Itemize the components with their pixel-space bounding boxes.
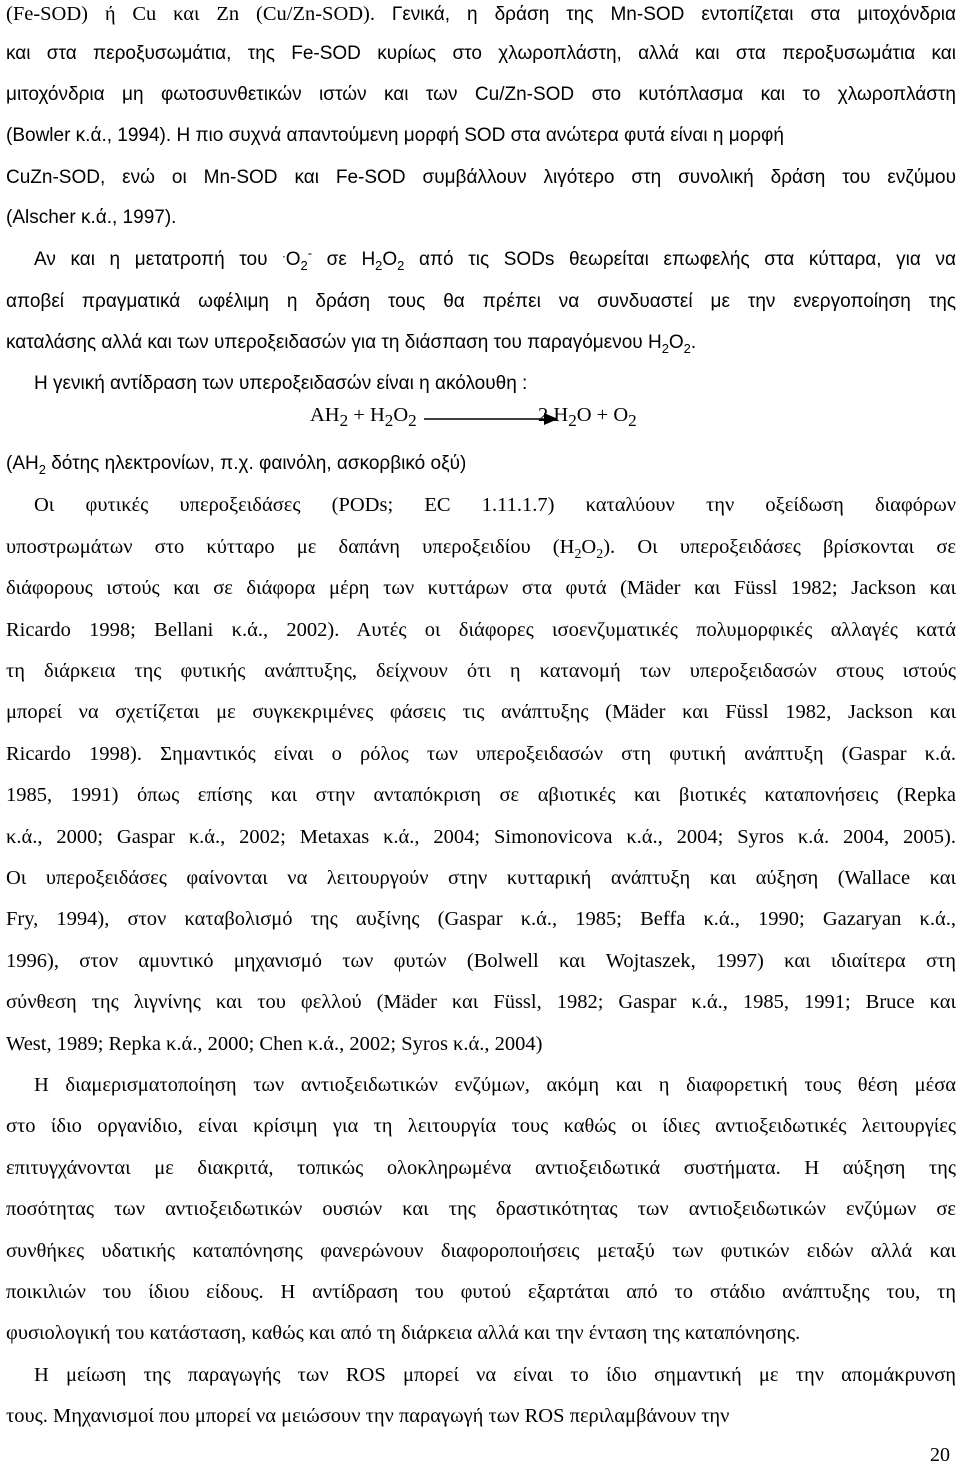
text-line <box>6 949 956 975</box>
text-run: O <box>581 536 597 558</box>
text-line <box>6 866 956 892</box>
text-line <box>6 206 956 232</box>
text-run: 1985, 1991) όπως επίσης και στην ανταπόκριση σε αβιοτικές και βιοτικές καταπονήσεις (Repka <box>6 784 956 806</box>
text-run: σύνθεση της λιγνίνης και του φελλού (Mäder και Füssl, 1982; Gaspar κ.ά., 1985, 1991; Bruce και <box>6 991 956 1013</box>
text-run: (Alscher κ.ά., 1997). <box>6 207 177 228</box>
text-run: τους. Μηχανισμοί που μπορεί να μειώσουν την παραγωγή των ROS περιλαμβάνουν την <box>6 1405 730 1427</box>
superscript: . <box>282 245 286 261</box>
text-run: φυσιολογική του κατάσταση, καθώς και από τη διάρκεια αλλά και την ένταση της καταπόνησης. <box>6 1322 801 1344</box>
text-run: (AH <box>6 453 39 474</box>
subscript: 2 <box>574 547 582 563</box>
text-run: (Bowler κ.ά., 1994). <box>6 125 177 146</box>
text-run: Η γενική αντίδραση των υπεροξειδασών είναι η ακόλουθη : <box>34 373 528 394</box>
text-run: ποσότητας των αντιοξειδωτικών ουσιών και της δραστικότητας των αντιοξειδωτικών ενζύμων σε <box>6 1198 956 1220</box>
text-line <box>6 331 956 357</box>
reaction-equation <box>310 404 690 434</box>
superscript: - <box>307 245 312 261</box>
text-run: Fry, 1994), στον καταβολισμό της αυξίνης (Gaspar κ.ά., 1985; Beffa κ.ά., 1990; Gazaryan κ.ά., <box>6 908 956 930</box>
text-run: δότης ηλεκτρονίων, π.χ. φαινόλη, ασκορβικό οξύ) <box>45 453 467 474</box>
text-line <box>6 2 956 28</box>
text-line <box>6 42 956 68</box>
text-line <box>6 907 956 933</box>
text-run: CuZn-SOD, ενώ οι Mn-SOD και Fe-SOD συμβάλλουν λιγότερο στη συνολική δράση του ενζύμου <box>6 167 956 188</box>
text-line <box>6 1073 956 1099</box>
subscript: 2 <box>628 411 637 431</box>
text-line <box>6 576 956 602</box>
text-run: 2 H <box>538 404 569 426</box>
text-line <box>6 1280 956 1306</box>
text-line <box>6 535 956 561</box>
subscript: 2 <box>661 340 669 356</box>
text-line <box>6 659 956 685</box>
equation-products <box>538 404 637 431</box>
subscript: 2 <box>408 411 417 431</box>
text-line <box>6 1114 956 1140</box>
text-run: καταλάσης αλλά και των υπεροξειδασών για τη διάσπαση του παραγόμενου H <box>6 332 662 353</box>
subscript: 2 <box>384 411 394 431</box>
text-run: σε H <box>312 249 376 270</box>
text-line <box>6 742 956 768</box>
text-run: ποικιλιών του ίδιου είδους. Η αντίδραση του φυτού εξαρτάται από το στάδιο ανάπτυξης του, τη <box>6 1281 956 1303</box>
text-line <box>6 825 956 851</box>
text-run: συνθήκες υδατικής καταπόνησης φανερώνουν διαφοροποιήσεις μεταξύ των φυτικών ειδών αλλά και <box>6 1240 956 1262</box>
text-run: 1996), στον αμυντικό μηχανισμό των φυτών (Bolwell και Wojtaszek, 1997) και ιδιαίτερα στη <box>6 950 956 972</box>
text-line <box>6 1321 956 1347</box>
text-run: τη διάρκεια της φυτικής ανάπτυξης, δείχνουν ότι η κατανομή των υπεροξειδασών στους ιστούς <box>6 660 956 682</box>
page-number: 20 <box>930 1444 950 1466</box>
text-run: ). Οι υπεροξειδάσες βρίσκονται σε <box>603 536 956 558</box>
text-run: μπορεί να σχετίζεται με συγκεκριμένες φάσεις τις ανάπτυξης (Mäder και Füssl 1982, Jackson και <box>6 701 956 723</box>
text-line <box>6 1156 956 1182</box>
text-line <box>6 700 956 726</box>
text-run: West, 1989; Repka κ.ά., 2000; Chen κ.ά., 2002; Syros κ.ά., 2004) <box>6 1033 543 1055</box>
text-line <box>6 1032 956 1058</box>
text-run: O <box>285 249 301 270</box>
text-run: από τις SODs θεωρείται επωφελής στα κύτταρα, για να <box>404 249 956 270</box>
text-line <box>6 618 956 644</box>
text-line <box>6 452 956 478</box>
text-line <box>6 83 956 109</box>
text-line <box>6 1197 956 1223</box>
text-run: και στα περοξυσωμάτια, της Fe-SOD κυρίως στο χλωροπλάστη, αλλά και στα περοξυσωμάτια και <box>6 43 956 64</box>
text-run: υποστρωμάτων στο κύτταρο με δαπάνη υπεροξειδίου (H <box>6 536 575 558</box>
subscript: 2 <box>339 411 349 431</box>
text-run: μιτοχόνδρια μη φωτοσυνθετικών ιστών και των Cu/Zn-SOD στο κυτόπλασμα και το χλωροπλάστη <box>6 84 956 105</box>
text-run: Αν και η μετατροπή του <box>34 249 283 270</box>
text-run: αποβεί πραγματικά ωφέλιμη η δράση τους θα πρέπει να συνδυαστεί με την ενεργοποίηση της <box>6 291 956 312</box>
text-line <box>6 166 956 192</box>
text-line <box>6 493 956 519</box>
subscript: 2 <box>397 257 405 273</box>
text-line <box>6 124 956 150</box>
text-line <box>6 1363 956 1389</box>
subscript: 2 <box>375 257 383 273</box>
text-run: O <box>382 249 398 270</box>
text-run: O <box>668 332 684 353</box>
text-run: AH <box>310 404 340 426</box>
text-run: στο ίδιο οργανίδιο, είναι κρίσιμη για τη λειτουργία τους καθώς οι ίδιες αντιοξειδωτικές λειτουργίες <box>6 1115 956 1137</box>
text-run: Οι φυτικές υπεροξειδάσες (PODs; EC 1.11.1.7) καταλύουν την οξείδωση διαφόρων <box>34 494 956 516</box>
text-run: Γενικά, η δράση της Mn-SOD εντοπίζεται στα μιτοχόνδρια <box>391 4 956 25</box>
subscript: 2 <box>568 411 577 431</box>
text-line <box>6 290 956 316</box>
text-line <box>6 990 956 1016</box>
text-line <box>6 372 956 398</box>
text-run: κ.ά., 2000; Gaspar κ.ά., 2002; Metaxas κ.ά., 2004; Simonovicova κ.ά., 2004; Syros κ.ά. 2004, 2005). <box>6 826 956 848</box>
text-line <box>6 1239 956 1265</box>
text-run: + H <box>348 404 385 426</box>
text-run: O + O <box>576 404 629 426</box>
text-line <box>6 245 956 274</box>
subscript: 2 <box>38 461 46 477</box>
text-run: Ricardo 1998). Σημαντικός είναι ο ρόλος των υπεροξειδασών στη φυτική ανάπτυξη (Gaspar κ.ά. <box>6 743 956 765</box>
equation-reactants <box>310 404 417 431</box>
subscript: 2 <box>683 340 691 356</box>
text-run: Η διαμερισματοποίηση των αντιοξειδωτικών ενζύμων, ακόμη και η διαφορετική τους θέση μέσα <box>34 1074 956 1096</box>
text-run: Η μείωση της παραγωγής των ROS μπορεί να είναι το ίδιο σημαντική με την απομάκρυνση <box>34 1364 956 1386</box>
text-run: Η πιο συχνά απαντούμενη μορφή SOD στα ανώτερα φυτά είναι η μορφή <box>176 125 784 146</box>
text-line <box>6 1404 956 1430</box>
subscript: 2 <box>596 547 604 563</box>
text-run: Ricardo 1998; Bellani κ.ά., 2002). Αυτές οι διάφορες ισοενζυματικές πολυμορφικές αλλαγές κατά <box>6 619 956 641</box>
text-run: επιτυγχάνονται με διακριτά, τοπικώς ολοκληρωμένα αντιοξειδωτικά συστήματα. Η αύξηση της <box>6 1157 956 1179</box>
text-run: (Fe-SOD) ή Cu και Zn (Cu/Zn-SOD). <box>6 3 392 25</box>
text-run: O <box>393 404 409 426</box>
text-run: . <box>690 332 697 353</box>
text-run: διάφορους ιστούς και σε διάφορα μέρη των κυττάρων στα φυτά (Mäder και Füssl 1982; Jackson και <box>6 577 956 599</box>
text-run: Οι υπεροξειδάσες φαίνονται να λειτουργούν στην κυτταρική ανάπτυξη και αύξηση (Wallace και <box>6 867 956 889</box>
text-line <box>6 783 956 809</box>
subscript: 2 <box>300 257 308 273</box>
